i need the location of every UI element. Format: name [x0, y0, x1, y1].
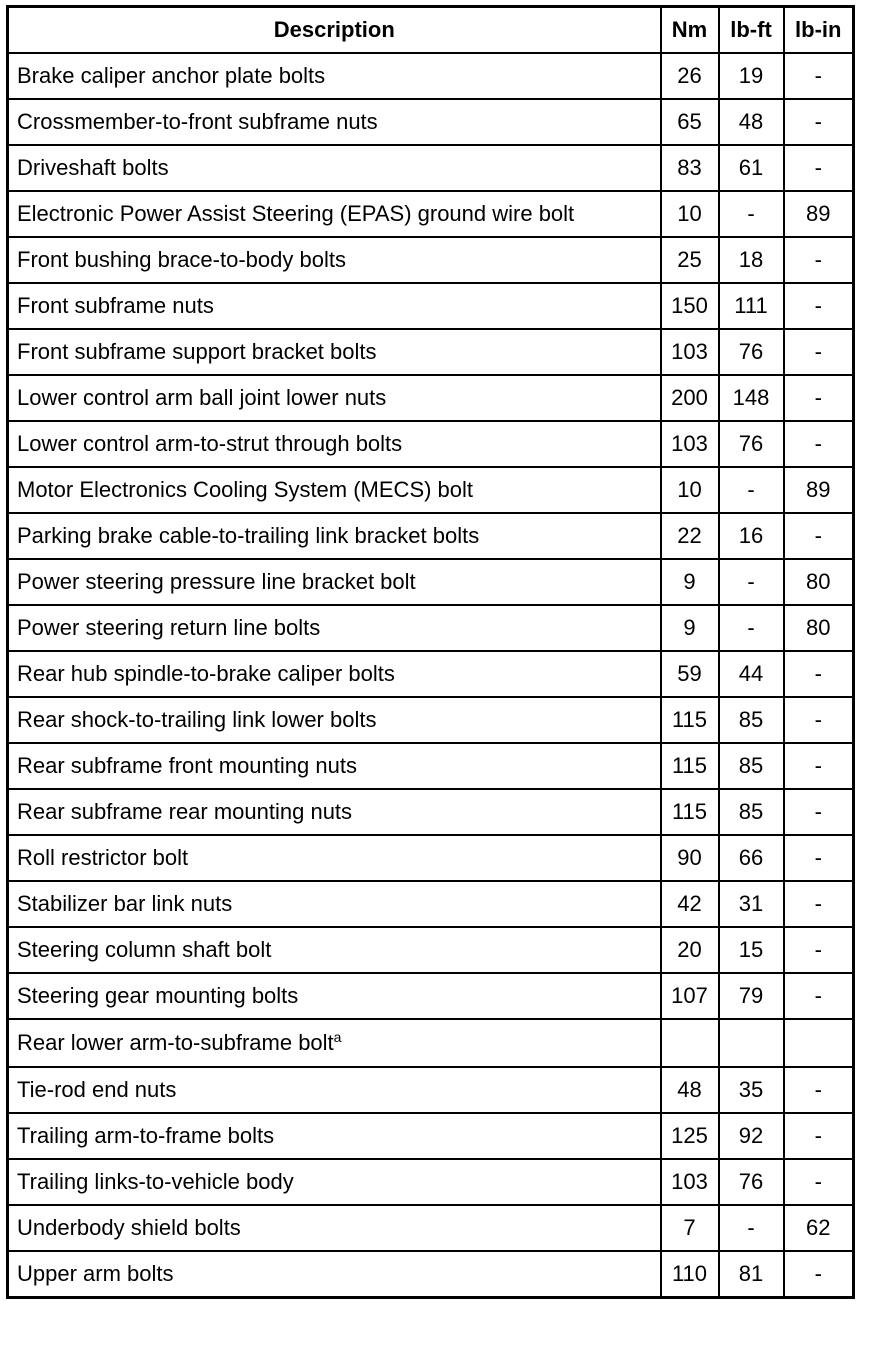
cell-description — [8, 421, 661, 467]
table-row — [8, 789, 854, 835]
cell-description — [8, 651, 661, 697]
description-text: Lower control arm ball joint lower nuts — [17, 385, 387, 410]
cell-lb-in: - — [784, 835, 854, 881]
cell-lb-ft: 85 — [719, 743, 784, 789]
cell-lb-ft: 92 — [719, 1113, 784, 1159]
description-text: Front bushing brace-to-body bolts — [17, 247, 346, 272]
cell-nm: 115 — [661, 697, 719, 743]
description-text: Underbody shield bolts — [17, 1215, 241, 1240]
cell-description — [8, 559, 661, 605]
cell-nm: 10 — [661, 191, 719, 237]
description-text: Trailing arm-to-frame bolts — [17, 1123, 275, 1148]
cell-lb-ft: 35 — [719, 1067, 784, 1113]
cell-nm: 110 — [661, 1251, 719, 1298]
cell-description — [8, 53, 661, 99]
cell-nm: 20 — [661, 927, 719, 973]
cell-nm — [661, 1019, 719, 1067]
cell-description — [8, 1251, 661, 1298]
cell-lb-in — [784, 1019, 854, 1067]
description-text: Front subframe nuts — [17, 293, 214, 318]
cell-lb-in: - — [784, 1067, 854, 1113]
cell-lb-ft — [719, 1019, 784, 1067]
cell-lb-ft: - — [719, 605, 784, 651]
cell-nm: 9 — [661, 559, 719, 605]
footnote-marker: a — [333, 1029, 342, 1045]
cell-lb-in: - — [784, 1159, 854, 1205]
cell-lb-in: - — [784, 881, 854, 927]
cell-nm: 10 — [661, 467, 719, 513]
cell-description — [8, 329, 661, 375]
description-text: Power steering return line bolts — [17, 615, 321, 640]
description-text: Steering gear mounting bolts — [17, 983, 299, 1008]
cell-lb-in: - — [784, 375, 854, 421]
cell-nm: 9 — [661, 605, 719, 651]
cell-nm: 103 — [661, 421, 719, 467]
description-text: Rear shock-to-trailing link lower bolts — [17, 707, 377, 732]
description-text: Roll restrictor bolt — [17, 845, 189, 870]
cell-lb-in: - — [784, 421, 854, 467]
table-row — [8, 1251, 854, 1298]
table-row — [8, 375, 854, 421]
description-text: Motor Electronics Cooling System (MECS) bolt — [17, 477, 474, 502]
description-text: Stabilizer bar link nuts — [17, 891, 233, 916]
cell-lb-ft: 76 — [719, 421, 784, 467]
table-row — [8, 467, 854, 513]
cell-nm: 65 — [661, 99, 719, 145]
cell-lb-in: 89 — [784, 467, 854, 513]
table-row — [8, 1205, 854, 1251]
cell-description — [8, 191, 661, 237]
cell-nm: 25 — [661, 237, 719, 283]
cell-lb-ft: 15 — [719, 927, 784, 973]
cell-lb-in: - — [784, 145, 854, 191]
cell-lb-in: 80 — [784, 605, 854, 651]
description-text: Crossmember-to-front subframe nuts — [17, 109, 378, 134]
table-row — [8, 651, 854, 697]
header-lb-ft: lb-ft — [719, 7, 784, 54]
table-row — [8, 743, 854, 789]
description-text: Rear hub spindle-to-brake caliper bolts — [17, 661, 395, 686]
cell-lb-in: - — [784, 927, 854, 973]
description-text: Parking brake cable-to-trailing link bracket bolts — [17, 523, 480, 548]
description-text: Brake caliper anchor plate bolts — [17, 63, 326, 88]
cell-nm: 59 — [661, 651, 719, 697]
table-row — [8, 559, 854, 605]
description-text: Lower control arm-to-strut through bolts — [17, 431, 403, 456]
table-row — [8, 835, 854, 881]
cell-lb-in: - — [784, 743, 854, 789]
table-row — [8, 927, 854, 973]
cell-nm: 125 — [661, 1113, 719, 1159]
description-text: Electronic Power Assist Steering (EPAS) ground wire bolt — [17, 201, 575, 226]
table-row — [8, 145, 854, 191]
table-row — [8, 1159, 854, 1205]
cell-lb-ft: - — [719, 1205, 784, 1251]
cell-lb-ft: 85 — [719, 697, 784, 743]
cell-description — [8, 1067, 661, 1113]
cell-lb-in: - — [784, 99, 854, 145]
cell-lb-ft: 111 — [719, 283, 784, 329]
cell-lb-ft: 31 — [719, 881, 784, 927]
cell-lb-ft: 19 — [719, 53, 784, 99]
cell-lb-ft: 16 — [719, 513, 784, 559]
cell-description — [8, 1113, 661, 1159]
cell-nm: 107 — [661, 973, 719, 1019]
description-text: Rear subframe rear mounting nuts — [17, 799, 353, 824]
cell-nm: 83 — [661, 145, 719, 191]
cell-description — [8, 605, 661, 651]
torque-spec-table — [6, 5, 855, 1299]
cell-lb-ft: 66 — [719, 835, 784, 881]
cell-lb-ft: 48 — [719, 99, 784, 145]
cell-description — [8, 99, 661, 145]
cell-lb-in: 62 — [784, 1205, 854, 1251]
table-row — [8, 513, 854, 559]
cell-lb-in: - — [784, 329, 854, 375]
cell-nm: 22 — [661, 513, 719, 559]
table-row — [8, 191, 854, 237]
cell-lb-in: - — [784, 53, 854, 99]
cell-nm: 115 — [661, 789, 719, 835]
cell-description — [8, 789, 661, 835]
cell-description — [8, 283, 661, 329]
cell-lb-ft: 76 — [719, 1159, 784, 1205]
cell-lb-in: - — [784, 651, 854, 697]
cell-lb-ft: 81 — [719, 1251, 784, 1298]
cell-description — [8, 237, 661, 283]
cell-description — [8, 881, 661, 927]
table-row — [8, 881, 854, 927]
description-text: Driveshaft bolts — [17, 155, 169, 180]
cell-lb-ft: - — [719, 467, 784, 513]
cell-lb-ft: - — [719, 191, 784, 237]
cell-description — [8, 145, 661, 191]
header-lb-in: lb-in — [784, 7, 854, 54]
cell-lb-ft: - — [719, 559, 784, 605]
cell-nm: 150 — [661, 283, 719, 329]
cell-nm: 115 — [661, 743, 719, 789]
table-row — [8, 1113, 854, 1159]
cell-lb-in: - — [784, 697, 854, 743]
cell-nm: 103 — [661, 1159, 719, 1205]
table-row — [8, 605, 854, 651]
header-nm: Nm — [661, 7, 719, 54]
description-text: Rear subframe front mounting nuts — [17, 753, 357, 778]
cell-lb-ft: 44 — [719, 651, 784, 697]
cell-nm: 48 — [661, 1067, 719, 1113]
cell-lb-ft: 18 — [719, 237, 784, 283]
header-description: Description — [8, 7, 661, 54]
table-row — [8, 697, 854, 743]
description-text: Rear lower arm-to-subframe bolt — [17, 1030, 334, 1055]
table-row — [8, 283, 854, 329]
cell-description — [8, 1019, 661, 1067]
cell-nm: 26 — [661, 53, 719, 99]
cell-lb-in: - — [784, 973, 854, 1019]
cell-description — [8, 697, 661, 743]
cell-lb-in: 80 — [784, 559, 854, 605]
cell-lb-in: - — [784, 513, 854, 559]
table-body — [8, 53, 854, 1298]
cell-lb-in: - — [784, 789, 854, 835]
header-row — [8, 7, 854, 54]
cell-description — [8, 375, 661, 421]
cell-description — [8, 1205, 661, 1251]
description-text: Front subframe support bracket bolts — [17, 339, 377, 364]
cell-nm: 42 — [661, 881, 719, 927]
cell-lb-in: - — [784, 1113, 854, 1159]
cell-nm: 103 — [661, 329, 719, 375]
cell-description — [8, 743, 661, 789]
cell-description — [8, 513, 661, 559]
description-text: Upper arm bolts — [17, 1261, 174, 1286]
cell-lb-in: - — [784, 283, 854, 329]
cell-lb-ft: 76 — [719, 329, 784, 375]
cell-nm: 200 — [661, 375, 719, 421]
cell-lb-ft: 85 — [719, 789, 784, 835]
cell-description — [8, 973, 661, 1019]
cell-description — [8, 835, 661, 881]
cell-description — [8, 467, 661, 513]
description-text: Tie-rod end nuts — [17, 1077, 177, 1102]
table-row — [8, 1019, 854, 1067]
cell-lb-ft: 79 — [719, 973, 784, 1019]
cell-lb-in: 89 — [784, 191, 854, 237]
table-row — [8, 99, 854, 145]
cell-lb-ft: 148 — [719, 375, 784, 421]
table-row — [8, 53, 854, 99]
table-row — [8, 237, 854, 283]
table-row — [8, 973, 854, 1019]
table-row — [8, 329, 854, 375]
description-text: Steering column shaft bolt — [17, 937, 272, 962]
cell-description — [8, 927, 661, 973]
table-row — [8, 1067, 854, 1113]
description-text: Trailing links-to-vehicle body — [17, 1169, 294, 1194]
description-text: Power steering pressure line bracket bolt — [17, 569, 416, 594]
cell-nm: 7 — [661, 1205, 719, 1251]
cell-lb-ft: 61 — [719, 145, 784, 191]
cell-lb-in: - — [784, 237, 854, 283]
cell-nm: 90 — [661, 835, 719, 881]
table-row — [8, 421, 854, 467]
cell-lb-in: - — [784, 1251, 854, 1298]
cell-description — [8, 1159, 661, 1205]
